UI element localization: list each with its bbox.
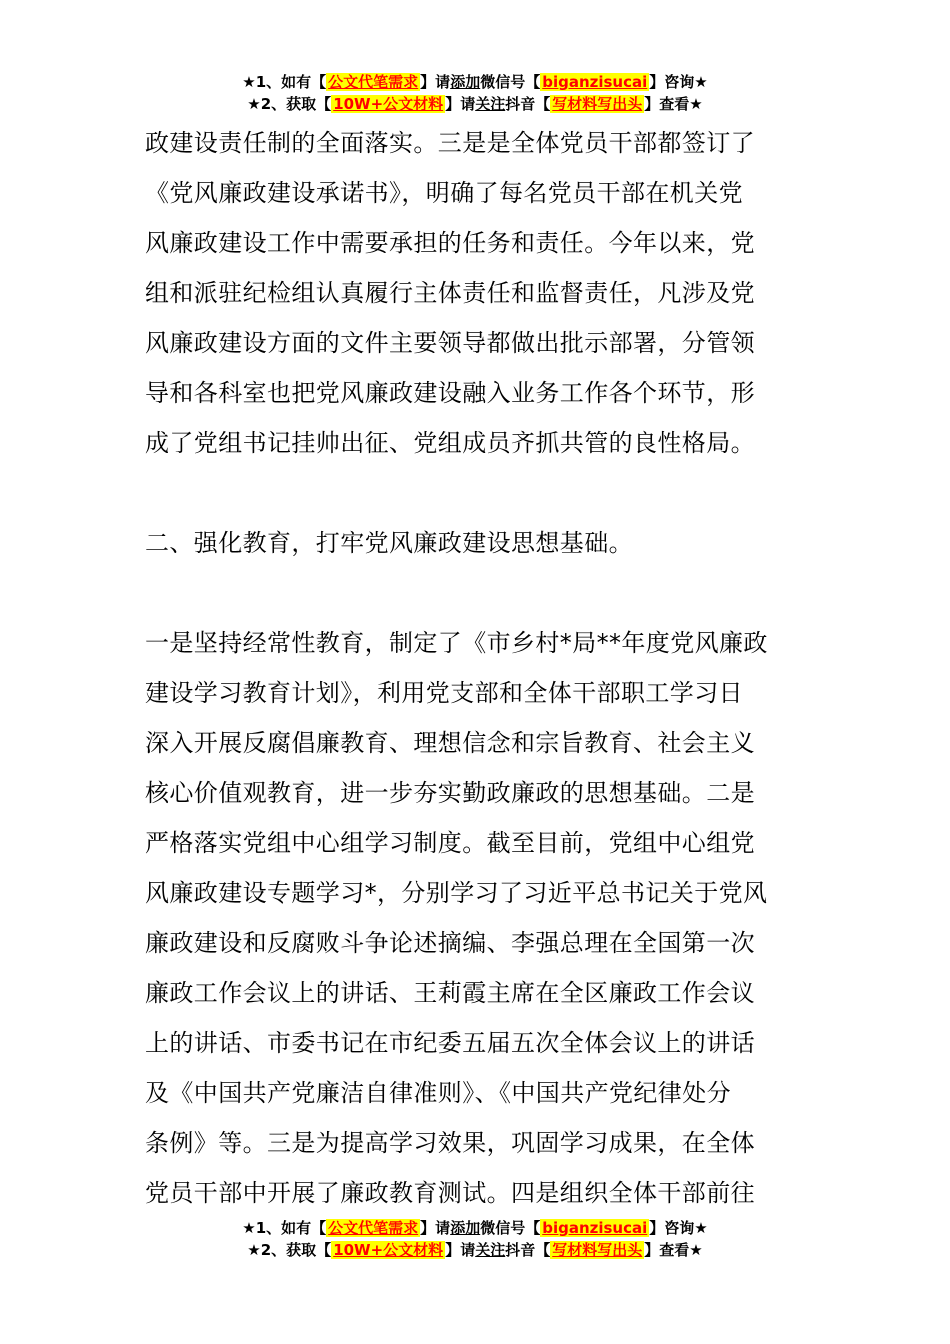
banner-text: 】请	[445, 95, 476, 113]
banner-text: 】请	[420, 1219, 451, 1237]
text-line: 二、强化教育，打牢党风廉政建设思想基础。	[145, 529, 633, 557]
banner-text: ★1、如有【	[242, 73, 327, 91]
banner-underline: 添加	[450, 73, 481, 91]
banner-text: 】咨询★	[649, 1219, 708, 1237]
text-line: 风廉政建设方面的文件主要领导都做出批示部署，分管领	[145, 329, 755, 357]
banner-highlight: 公文代笔需求	[328, 1219, 419, 1237]
banner-highlight: biganzisucai	[542, 1219, 648, 1237]
footer-banner	[0, 1217, 950, 1261]
banner-text: ★2、获取【	[247, 95, 332, 113]
banner-line-1	[0, 71, 950, 93]
banner-line-2	[0, 93, 950, 115]
text-line: 政建设责任制的全面落实。三是是全体党员干部都签订了	[145, 129, 755, 157]
banner-line-1	[0, 1217, 950, 1239]
text-line: 组和派驻纪检组认真履行主体责任和监督责任，凡涉及党	[145, 279, 755, 307]
text-line: 风廉政建设专题学习*，分别学习了习近平总书记关于党风	[145, 879, 768, 907]
banner-underline: 关注	[475, 1241, 506, 1259]
text-line: 严格落实党组中心组学习制度。截至目前，党组中心组党	[145, 829, 755, 857]
banner-line-2	[0, 1239, 950, 1261]
text-line: 建设学习教育计划》，利用党支部和全体干部职工学习日	[145, 679, 743, 707]
document-body	[145, 118, 810, 1218]
text-line: 深入开展反腐倡廉教育、理想信念和宗旨教育、社会主义	[145, 729, 755, 757]
text-line: 党员干部中开展了廉政教育测试。四是组织全体干部前往	[145, 1179, 755, 1207]
banner-text: 】请	[445, 1241, 476, 1259]
text-line: 条例》等。三是为提高学习效果，巩固学习成果，在全体	[145, 1129, 755, 1157]
text-line: 及《中国共产党廉洁自律准则》、《中国共产党纪律处分	[145, 1079, 731, 1107]
banner-text: 】查看★	[644, 95, 703, 113]
banner-highlight: 10W+公文材料	[333, 95, 444, 113]
banner-text: 】请	[420, 73, 451, 91]
text-line: 风廉政建设工作中需要承担的任务和责任。今年以来，党	[145, 229, 755, 257]
text-line: 上的讲话、市委书记在市纪委五届五次全体会议上的讲话	[145, 1029, 755, 1057]
banner-text: 】查看★	[644, 1241, 703, 1259]
banner-text: 抖音【	[505, 1241, 551, 1259]
text-line: 廉政工作会议上的讲话、王莉霞主席在全区廉政工作会议	[145, 979, 755, 1007]
banner-highlight: 10W+公文材料	[333, 1241, 444, 1259]
banner-highlight: 写材料写出头	[552, 95, 643, 113]
banner-text: 微信号【	[480, 73, 541, 91]
banner-highlight: 写材料写出头	[552, 1241, 643, 1259]
text-line: 廉政建设和反腐败斗争论述摘编、李强总理在全国第一次	[145, 929, 755, 957]
banner-underline: 关注	[475, 95, 506, 113]
banner-underline: 添加	[450, 1219, 481, 1237]
banner-text: ★2、获取【	[247, 1241, 332, 1259]
text-line	[145, 468, 810, 518]
banner-text: 抖音【	[505, 95, 551, 113]
banner-text: ★1、如有【	[242, 1219, 327, 1237]
text-line: 《党风廉政建设承诺书》，明确了每名党员干部在机关党	[145, 179, 743, 207]
banner-highlight: biganzisucai	[542, 73, 648, 91]
banner-highlight: 公文代笔需求	[328, 73, 419, 91]
text-line: 一是坚持经常性教育，制定了《市乡村*局**年度党风廉政	[145, 629, 768, 657]
text-line	[145, 568, 810, 618]
text-line: 核心价值观教育，进一步夯实勤政廉政的思想基础。二是	[145, 779, 755, 807]
text-line: 导和各科室也把党风廉政建设融入业务工作各个环节，形	[145, 379, 755, 407]
header-banner	[0, 71, 950, 115]
banner-text: 微信号【	[480, 1219, 541, 1237]
banner-text: 】咨询★	[649, 73, 708, 91]
text-line: 成了党组书记挂帅出征、党组成员齐抓共管的良性格局。	[145, 429, 755, 457]
